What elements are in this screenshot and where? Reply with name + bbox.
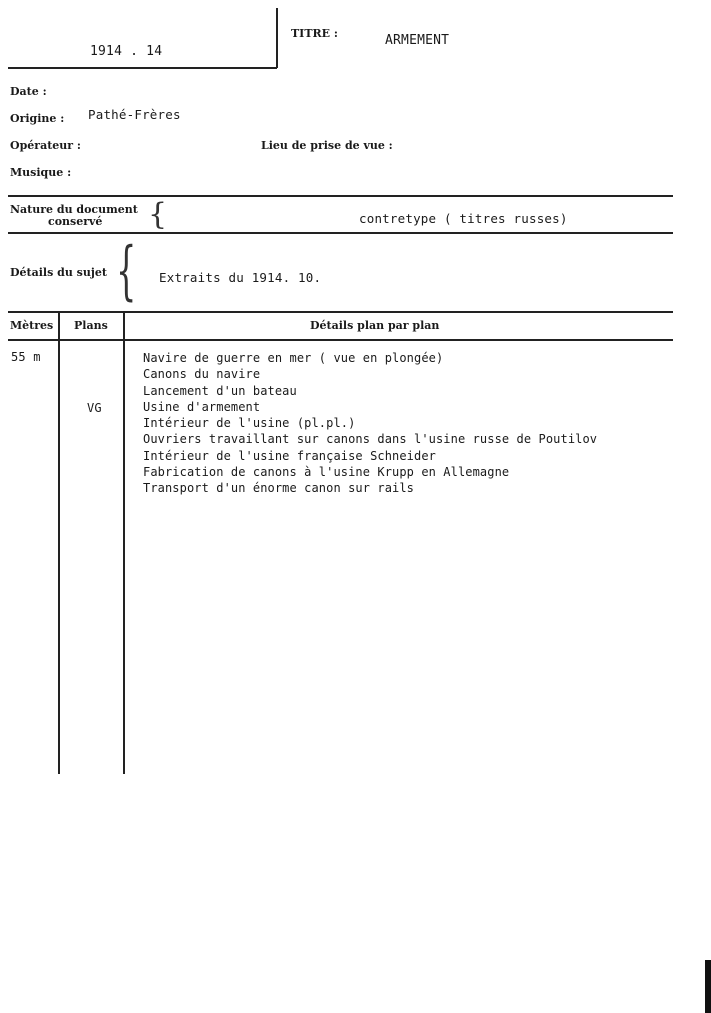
plan-row: Fabrication de canons à l'usine Krupp en Allemagne xyxy=(143,465,510,480)
col-header-metres: Mètres xyxy=(10,319,54,332)
column-separator-2 xyxy=(123,312,125,774)
musique-label: Musique : xyxy=(10,166,72,179)
column-separator-1 xyxy=(58,312,60,774)
details-sujet-value: Extraits du 1914. 10. xyxy=(159,270,322,285)
reference-number: 1914 . 14 xyxy=(90,44,163,59)
header-divider-horizontal xyxy=(8,67,277,69)
titre-label: TITRE : xyxy=(291,27,338,40)
plan-row: Ouvriers travaillant sur canons dans l'usine russe de Poutilov xyxy=(143,432,598,447)
header-divider-vertical xyxy=(276,8,278,68)
lieu-label: Lieu de prise de vue : xyxy=(261,139,393,152)
nature-bottom-rule xyxy=(8,232,673,234)
origine-label: Origine : xyxy=(10,112,65,125)
table-top-rule xyxy=(8,311,673,313)
col-header-details: Détails plan par plan xyxy=(310,319,440,332)
nature-label-line2: conservé xyxy=(48,215,103,228)
titre-value: ARMEMENT xyxy=(385,33,450,48)
details-sujet-brace: { xyxy=(116,234,137,308)
details-sujet-label: Détails du sujet xyxy=(10,266,107,279)
plan-list xyxy=(143,350,597,497)
plan-row: Usine d'armement xyxy=(143,399,261,414)
nature-top-rule xyxy=(8,195,673,197)
nature-label-line1: Nature du document xyxy=(10,203,138,216)
plan-row: Navire de guerre en mer ( vue en plongée) xyxy=(143,351,444,365)
nature-value: contretype ( titres russes) xyxy=(359,211,568,226)
metres-value: 55 m xyxy=(11,350,41,364)
nature-brace: { xyxy=(148,197,168,232)
plan-row: Intérieur de l'usine (pl.pl.) xyxy=(143,416,356,431)
col-header-plans: Plans xyxy=(74,319,108,332)
plan-row: Lancement d'un bateau xyxy=(143,383,297,398)
date-label: Date : xyxy=(10,85,47,98)
table-header-rule xyxy=(8,339,673,341)
scan-edge-shadow xyxy=(705,960,711,1013)
origine-value: Pathé-Frères xyxy=(88,107,181,122)
plan-row: Canons du navire xyxy=(143,367,261,382)
plan-row: Intérieur de l'usine française Schneider xyxy=(143,448,436,463)
plan-row: Transport d'un énorme canon sur rails xyxy=(143,481,415,496)
plans-value: VG xyxy=(87,401,102,415)
operateur-label: Opérateur : xyxy=(10,139,81,152)
